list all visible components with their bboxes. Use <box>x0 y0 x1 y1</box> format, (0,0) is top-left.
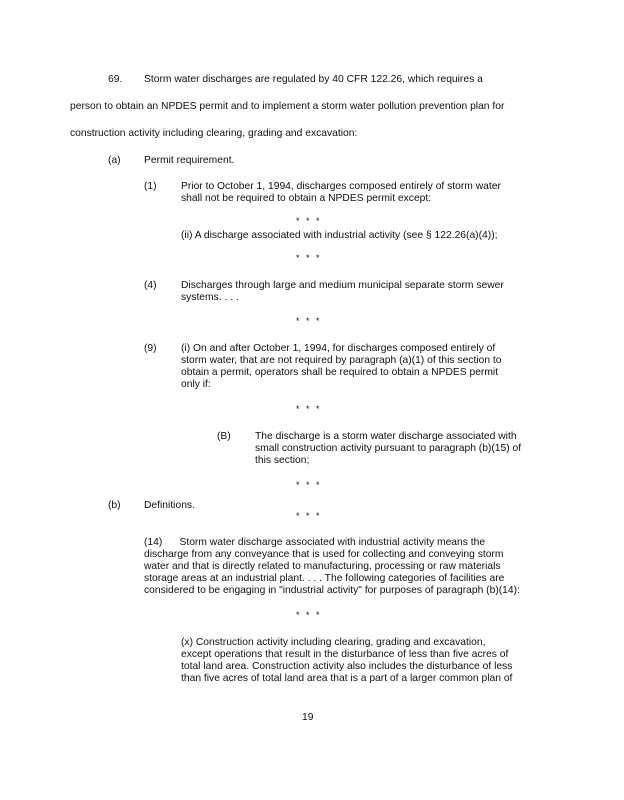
quote-line: (ii) A discharge associated with industrial activity (see § 122.26(a)(4)); <box>181 230 498 241</box>
subsection-marker: (a) <box>108 155 121 166</box>
ellipsis-stars: * * * <box>296 253 322 263</box>
ellipsis-stars: * * * <box>296 511 322 521</box>
quote-line: obtain a permit, operators shall be required to obtain a NPDES permit <box>181 367 499 378</box>
quote-line: discharge from any conveyance that is used for collecting and conveying storm <box>144 549 504 560</box>
body-line: Storm water discharges are regulated by 40 CFR 122.26, which requires a <box>144 74 483 85</box>
quote-line: considered to be engaging in "industrial activity" for purposes of paragraph (b)(14): <box>144 585 520 596</box>
subsection-heading: Definitions. <box>144 500 195 511</box>
subsection-marker: (b) <box>108 500 121 511</box>
body-line: person to obtain an NPDES permit and to implement a storm water pollution prevention plan for <box>70 101 505 112</box>
quote-line: (14) Storm water discharge associated with industrial activity means the <box>144 537 486 548</box>
quote-line: storm water, that are not required by paragraph (a)(1) of this section to <box>181 355 502 366</box>
ellipsis-stars: * * * <box>296 316 322 326</box>
quote-line: except operations that result in the disturbance of less than five acres of <box>181 649 509 660</box>
ellipsis-stars: * * * <box>296 610 322 620</box>
quote-line: Prior to October 1, 1994, discharges composed entirely of storm water <box>181 181 501 192</box>
page-number: 19 <box>302 712 314 723</box>
quote-line: The discharge is a storm water discharge associated with <box>255 431 517 442</box>
item-marker: (B) <box>217 431 231 442</box>
subsection-heading: Permit requirement. <box>144 155 235 166</box>
quote-line: Discharges through large and medium municipal separate storm sewer <box>181 280 504 291</box>
quote-line: than five acres of total land area that is a part of a larger common plan of <box>181 673 513 684</box>
quote-line: (x) Construction activity including clearing, grading and excavation, <box>181 637 486 648</box>
item-marker: (1) <box>144 181 157 192</box>
quote-line: shall not be required to obtain a NPDES permit except: <box>181 193 432 204</box>
quote-line: small construction activity pursuant to paragraph (b)(15) of <box>255 443 522 454</box>
item-marker: (4) <box>144 280 157 291</box>
quote-line: systems. . . . <box>181 292 239 303</box>
quote-line: this section; <box>255 455 310 466</box>
quote-line: water and that is directly related to manufacturing, processing or raw materials <box>144 561 501 572</box>
item-marker: (9) <box>144 343 157 354</box>
quote-line: total land area. Construction activity also includes the disturbance of less <box>181 661 513 672</box>
ellipsis-stars: * * * <box>296 216 322 226</box>
body-line: construction activity including clearing, grading and excavation: <box>70 128 358 139</box>
quote-line: storage areas at an industrial plant. . . . The following categories of facilities are <box>144 573 505 584</box>
quote-line: only if: <box>181 379 211 390</box>
quote-line: (i) On and after October 1, 1994, for discharges composed entirely of <box>181 343 496 354</box>
ellipsis-stars: * * * <box>296 404 322 414</box>
paragraph-number: 69. <box>108 74 123 85</box>
ellipsis-stars: * * * <box>296 480 322 490</box>
